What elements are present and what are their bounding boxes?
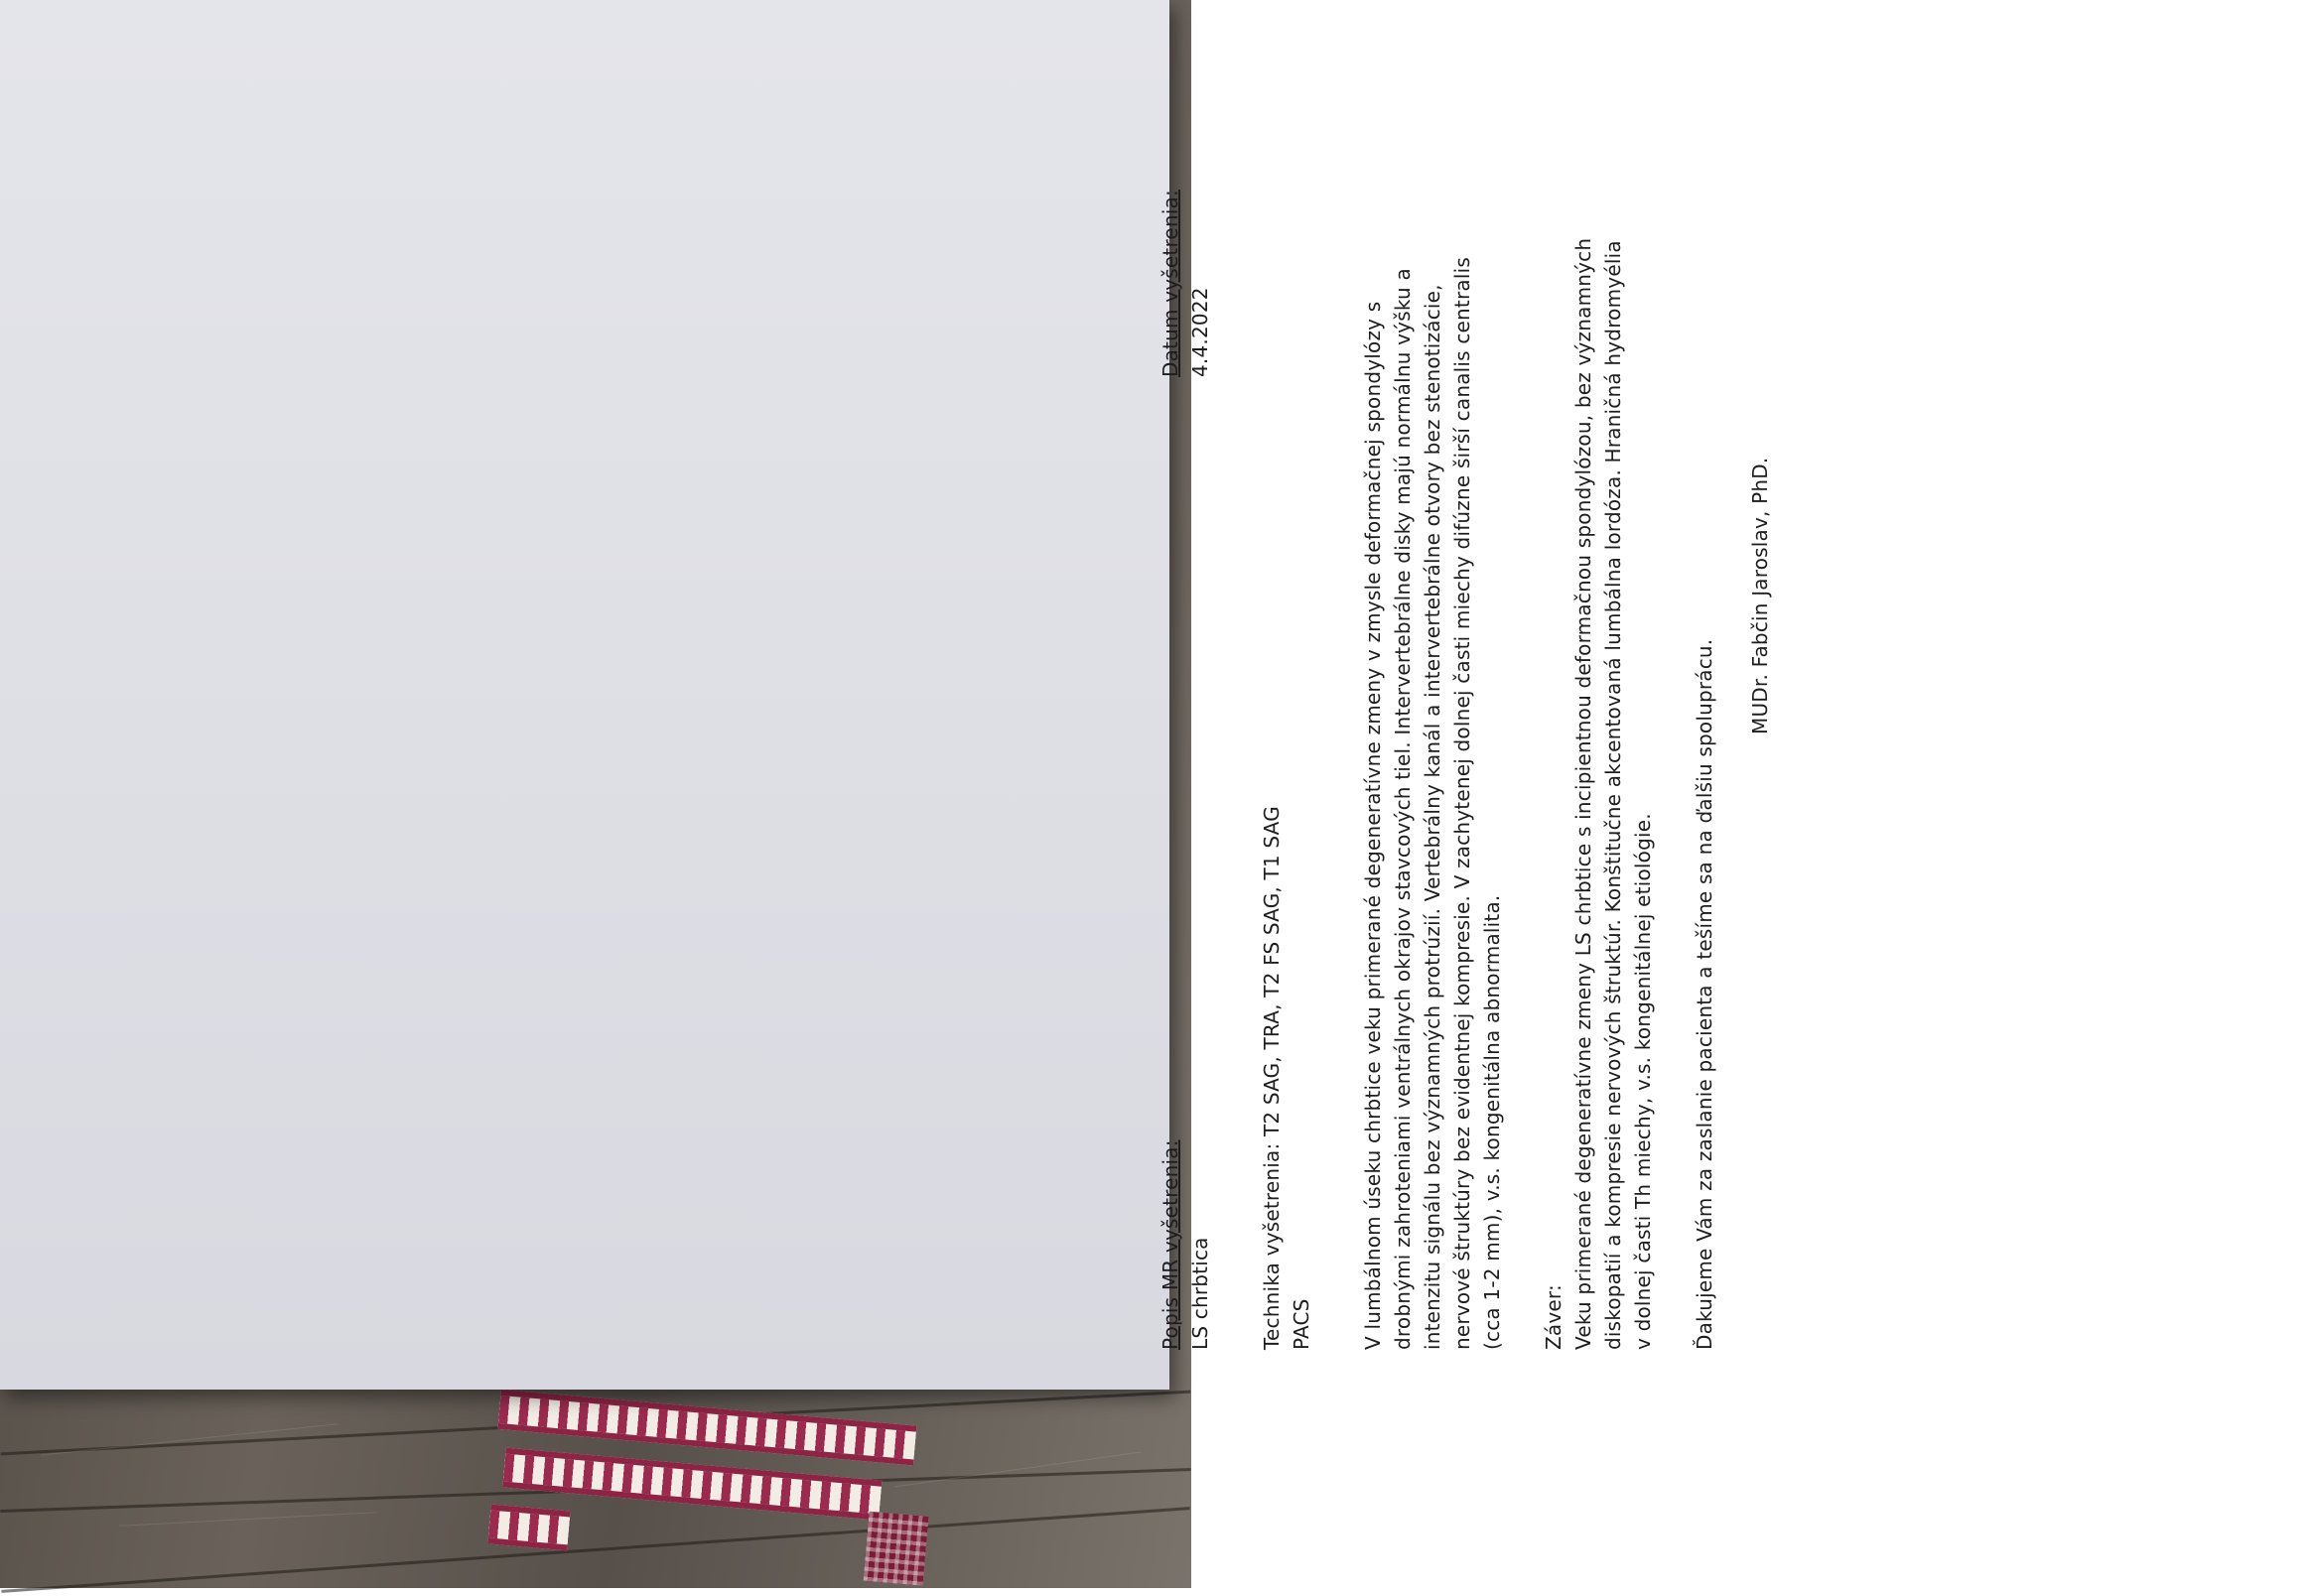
conclusion-line: diskopatií a kompresie nervových štruktúr. Konštitučne akcentovaná lumbálna lordóza. Hraničná hydromyélia xyxy=(1601,240,1625,1350)
source-line: PACS xyxy=(1290,1298,1313,1350)
ornament-band xyxy=(487,1505,570,1551)
conclusion-line: v dolnej časti Th miechy, v.s. kongenitálnej etiológie. xyxy=(1631,813,1655,1350)
date-label: Datum vyšetrenia: xyxy=(1158,190,1182,377)
findings-line: intenzitu signálu bez významných protrúzií. Vertebrálny kanál a intervertebrálne otvory bez stenotizácie, xyxy=(1421,284,1444,1350)
report-document xyxy=(1158,0,2313,1370)
findings-line: drobnými zahroteniami ventrálnych okrajov stavcových tiel. Intervertebrálne disky majú normálnu výšku a xyxy=(1391,268,1415,1350)
wood-grain xyxy=(119,1512,377,1527)
signature: MUDr. Fabčin Jaroslav, PhD. xyxy=(1748,457,1772,734)
report-title: Popis MR vyšetrenia: xyxy=(1158,1139,1182,1350)
checkered-ribbon xyxy=(864,1512,929,1586)
conclusion-label: Záver: xyxy=(1542,1284,1565,1350)
thanks-line: Ďakujeme Vám za zaslanie pacienta a tešíme sa na ďalšiu spoluprácu. xyxy=(1693,638,1716,1350)
findings-line: nervové štruktúry bez evidentnej kompresie. V zachytenej dolnej časti miechy difúzne širší canalis centralis xyxy=(1450,257,1474,1350)
conclusion-line: Veku primerané degeneratívne zmeny LS chrbtice s incipientnou deformačnou spondylózou, bez významných xyxy=(1571,237,1595,1350)
wood-grain xyxy=(894,1452,1141,1488)
date-value: 4.4.2022 xyxy=(1188,287,1212,377)
findings-line: (cca 1-2 mm), v.s. kongenitálna abnormalita. xyxy=(1480,894,1504,1350)
technique-line: Technika vyšetrenia: T2 SAG, TRA, T2 FS SAG, T1 SAG xyxy=(1260,806,1284,1350)
report-subject: LS chrbtica xyxy=(1188,1237,1212,1350)
findings-line: V lumbálnom úseku chrbtice veku primerané degeneratívne zmeny v zmysle deformačnej spondylózy s xyxy=(1361,301,1385,1350)
decorative-ornament xyxy=(486,1390,916,1594)
